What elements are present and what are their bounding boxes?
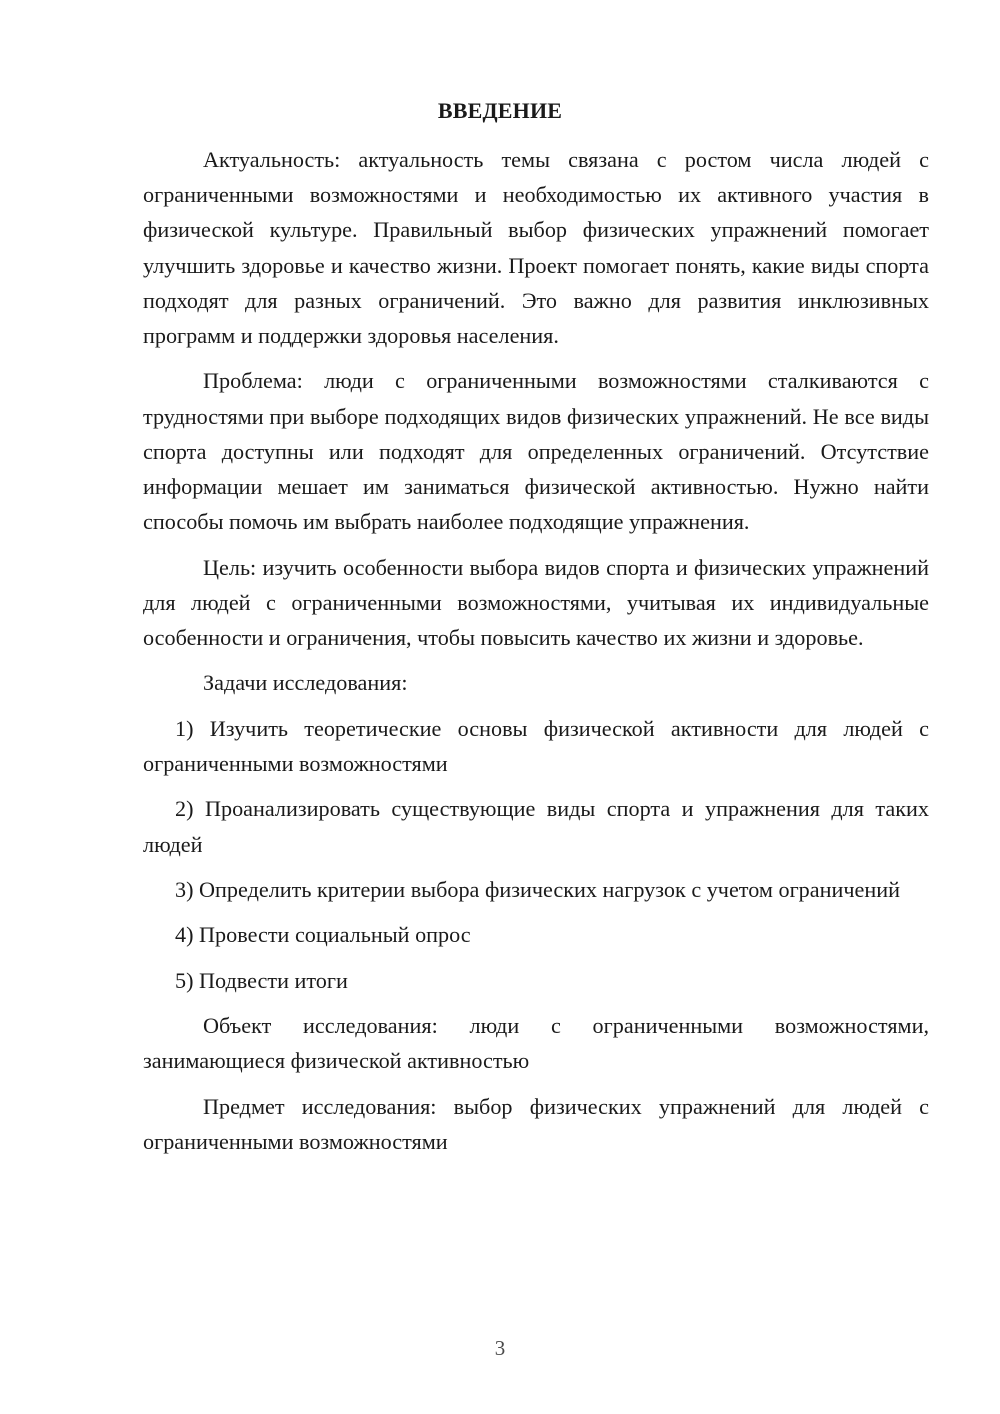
page-number: 3 xyxy=(494,1336,506,1360)
task-item-5: 5) Подвести итоги xyxy=(175,967,348,993)
task-item-2: 2) Проанализировать существующие виды спорта и упражнения для таких людей xyxy=(143,796,929,857)
section-heading: ВВЕДЕНИЕ xyxy=(437,98,563,123)
paragraph-goal: Цель: изучить особенности выбора видов спорта и физических упражнений для людей с ограниченными возможностями, учитывая их индивидуальные особенности и ограничения, чтобы повысить качество их жизни и здоровье. xyxy=(143,554,929,651)
task-item-4: 4) Провести социальный опрос xyxy=(175,922,471,948)
paragraph-subject: Предмет исследования: выбор физических упражнений для людей с ограниченными возможностями xyxy=(143,1093,929,1154)
task-item-1: 1) Изучить теоретические основы физической активности для людей с ограниченными возможностями xyxy=(143,715,929,776)
paragraph-problem: Проблема: люди с ограниченными возможностями сталкиваются с трудностями при выборе подходящих видов физических упражнений. Не все виды спорта доступны или подходят для определенных ограничений. Отсутствие информации мешает им заниматься физической активностью. Нужно найти способы помочь им выбрать наиболее подходящие упражнения. xyxy=(143,368,929,535)
document-body xyxy=(143,142,929,1169)
paragraph-tasks-heading: Задачи исследования: xyxy=(203,670,408,696)
task-item-3: 3) Определить критерии выбора физических нагрузок с учетом ограничений xyxy=(175,876,900,902)
paragraph-object: Объект исследования: люди с ограниченными возможностями, занимающиеся физической активностью xyxy=(143,1013,929,1074)
paragraph-relevance: Актуальность: актуальность темы связана с ростом числа людей с ограниченными возможностями и необходимостью их активного участия в физической культуре. Правильный выбор физических упражнений помогает улучшить здоровье и качество жизни. Проект помогает понять, какие виды спорта подходят для разных ограничений. Это важно для развития инклюзивных программ и поддержки здоровья населения. xyxy=(143,147,929,349)
